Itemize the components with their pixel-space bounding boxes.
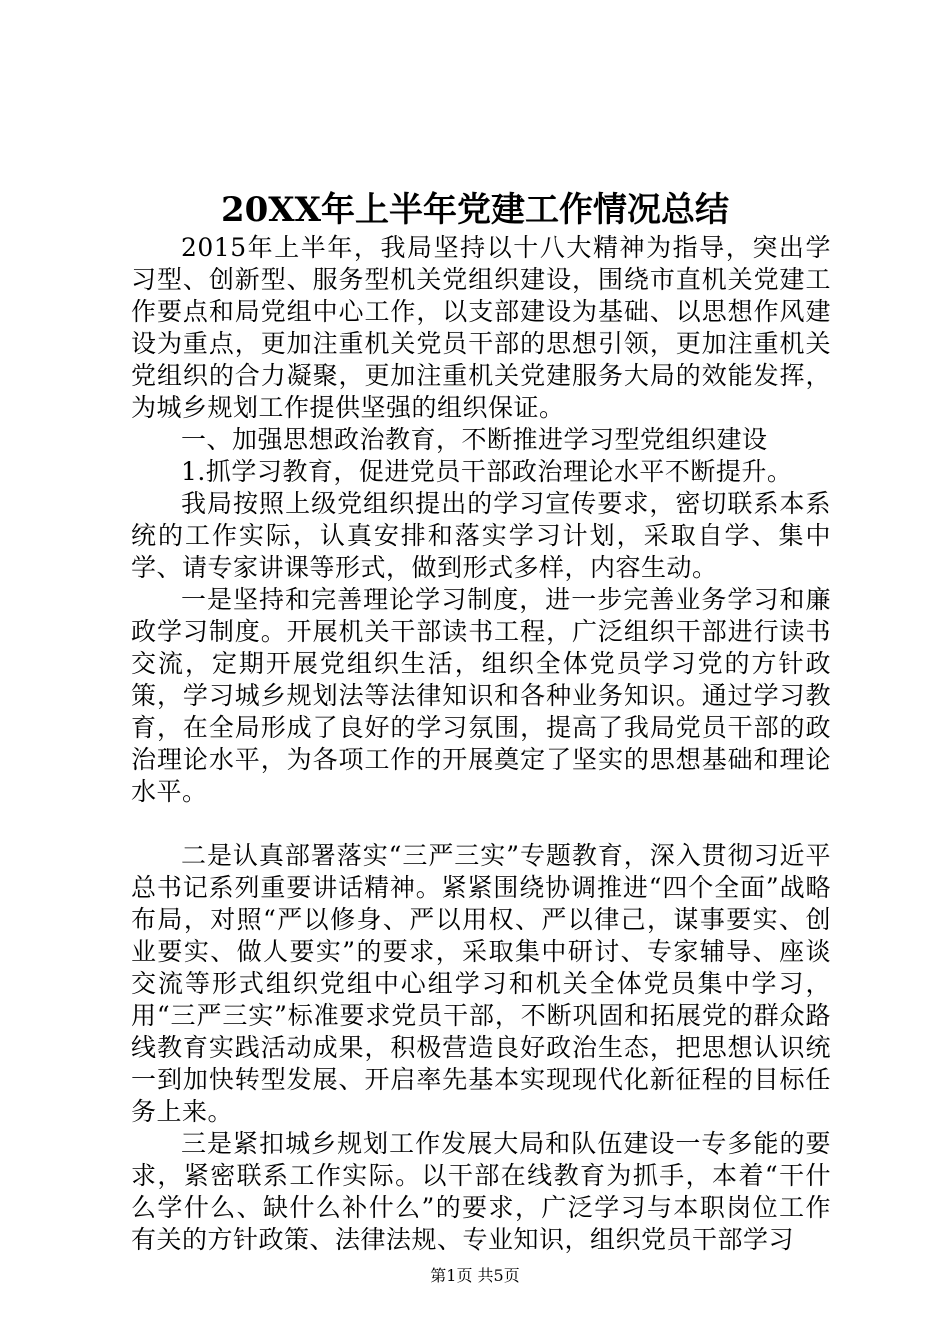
paragraph-study-requirements: 我局按照上级党组织提出的学习宣传要求，密切联系本系统的工作实际，认真安排和落实学习计划，采取自学、集中学、请专家讲课等形式，做到形式多样，内容生动。 <box>131 489 831 582</box>
paragraph-point-two: 二是认真部署落实“三严三实”专题教育，深入贯彻习近平总书记系列重要讲话精神。紧紧围绕协调推进“四个全面”战略布局，对照“严以修身、严以用权、严以律己，谋事要实、创业要实、做人要实”的要求，采取集中研讨、专家辅导、座谈交流等形式组织党组中心组学习和机关全体党员集中学习，用“三严三实”标准要求党员干部，不断巩固和拓展党的群众路线教育实践活动成果，积极营造良好政治生态，把思想认识统一到加快转型发展、开启率先基本实现现代化新征程的目标任务上来。 <box>131 841 831 1126</box>
document-body <box>131 232 831 1256</box>
subsection-heading-1-1: 1.抓学习教育，促进党员干部政治理论水平不断提升。 <box>181 457 793 486</box>
paragraph-point-one: 一是坚持和完善理论学习制度，进一步完善业务学习和廉政学习制度。开展机关干部读书工程，广泛组织干部进行读书交流，定期开展党组织生活，组织全体党员学习党的方针政策，学习城乡规划法等法律知识和各种业务知识。通过学习教育，在全局形成了良好的学习氛围，提高了我局党员干部的政治理论水平，为各项工作的开展奠定了坚实的思想基础和理论水平。 <box>131 585 831 806</box>
paragraph-point-three: 三是紧扣城乡规划工作发展大局和队伍建设一专多能的要求，紧密联系工作实际。以干部在线教育为抓手，本着“干什么学什么、缺什么补什么”的要求，广泛学习与本职岗位工作有关的方针政策、法律法规、专业知识，组织党员干部学习 <box>131 1129 831 1254</box>
paragraph-intro: 2015年上半年，我局坚持以十八大精神为指导，突出学习型、创新型、服务型机关党组织建设，围绕市直机关党建工作要点和局党组中心工作，以支部建设为基础、以思想作风建设为重点，更加注重机关党员干部的思想引领，更加注重机关党组织的合力凝聚，更加注重机关党建服务大局的效能发挥，为城乡规划工作提供坚强的组织保证。 <box>131 233 831 422</box>
paragraph-gap <box>131 808 831 840</box>
section-heading-1: 一、加强思想政治教育，不断推进学习型党组织建设 <box>181 425 768 454</box>
document-title: 20XX年上半年党建工作情况总结 <box>220 190 730 230</box>
page-footer: 第1页 共5页 <box>430 1266 520 1285</box>
